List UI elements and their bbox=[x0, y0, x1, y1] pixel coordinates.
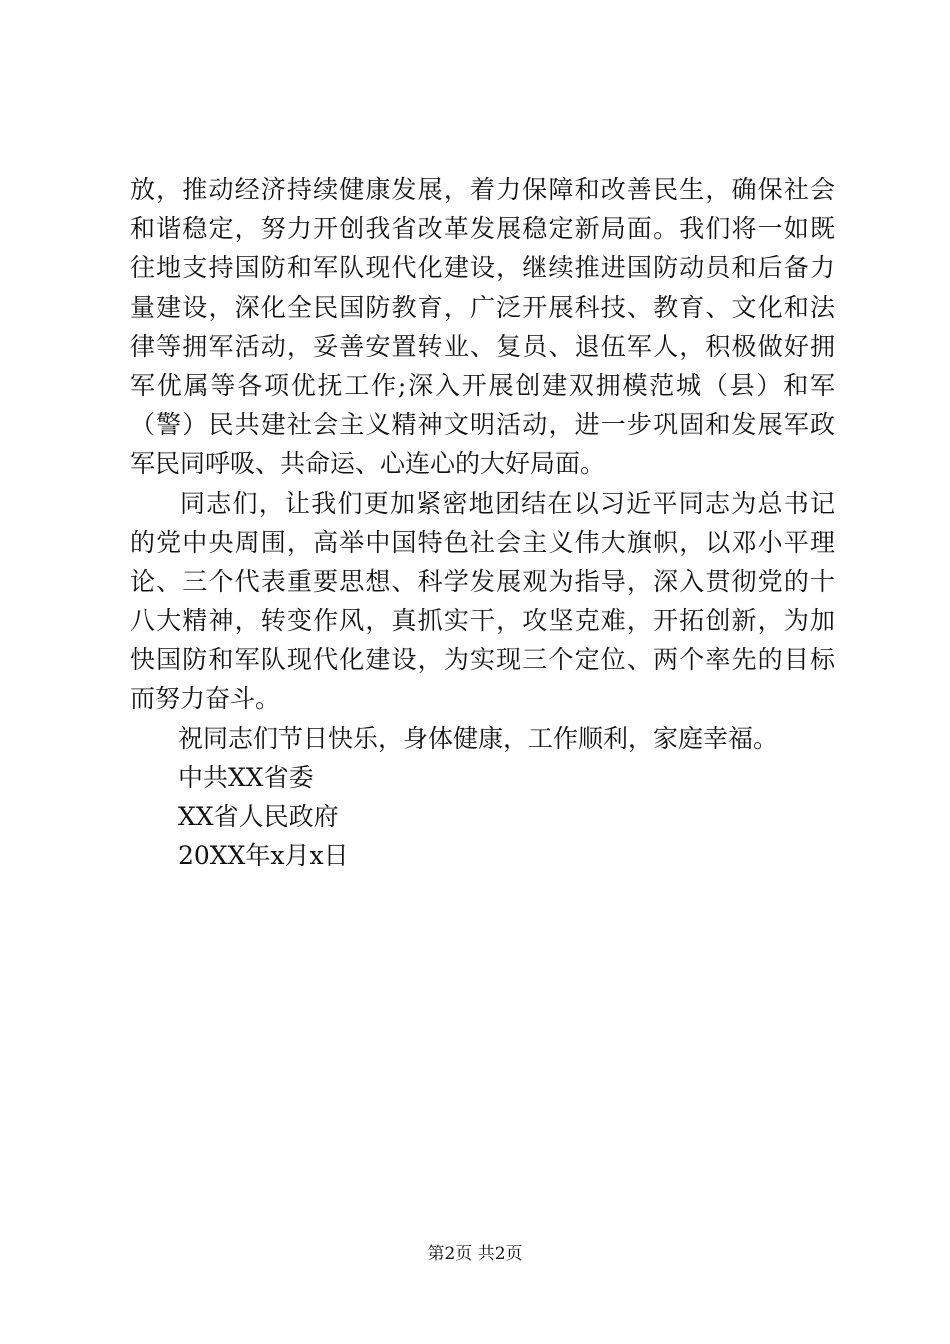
text-line: 论、三个代表重要思想、科学发展观为指导，深入贯彻党的十 bbox=[130, 566, 835, 596]
text-line: 的党中央周围，高举中国特色社会主义伟大旗帜，以邓小平理 bbox=[130, 527, 835, 557]
signature-party-committee: 中共XX省委 bbox=[178, 762, 314, 792]
paragraph-2 bbox=[130, 484, 835, 719]
text-line: 八大精神，转变作风，真抓实干，攻坚克难，开拓创新，为加 bbox=[130, 606, 835, 636]
text-line: 律等拥军活动，妥善安置转业、复员、退伍军人，积极做好拥 bbox=[130, 331, 835, 361]
text-line: 放，推动经济持续健康发展，着力保障和改善民生，确保社会 bbox=[130, 175, 835, 204]
signature-government: XX省人民政府 bbox=[178, 802, 339, 831]
document-body bbox=[130, 170, 835, 875]
page-number-label: 第2页 共2页 bbox=[427, 1244, 523, 1264]
text-line: （警）民共建社会主义精神文明活动，进一步巩固和发展军政 bbox=[130, 410, 835, 440]
text-line: 和谐稳定，努力开创我省改革发展稳定新局面。我们将一如既 bbox=[130, 214, 835, 244]
text-line: 军民同呼吸、共命运、心连心的大好局面。 bbox=[130, 449, 606, 479]
greeting-line: 祝同志们节日快乐，身体健康，工作顺利，家庭幸福。 bbox=[178, 723, 779, 753]
signature-date: 20XX年x月x日 bbox=[178, 841, 349, 871]
text-line: 量建设，深化全民国防教育，广泛开展科技、教育、文化和法 bbox=[130, 292, 835, 322]
text-line: 往地支持国防和军队现代化建设，继续推进国防动员和后备力 bbox=[130, 253, 835, 283]
text-line: 军优属等各项优抚工作;深入开展创建双拥模范城（县）和军 bbox=[130, 370, 835, 400]
paragraph-1 bbox=[130, 170, 835, 484]
text-line: 快国防和军队现代化建设，为实现三个定位、两个率先的目标 bbox=[130, 645, 835, 675]
text-line: 同志们，让我们更加紧密地团结在以习近平同志为总书记 bbox=[180, 488, 835, 518]
page-footer bbox=[0, 1242, 950, 1266]
text-line: 而努力奋斗。 bbox=[130, 684, 281, 714]
